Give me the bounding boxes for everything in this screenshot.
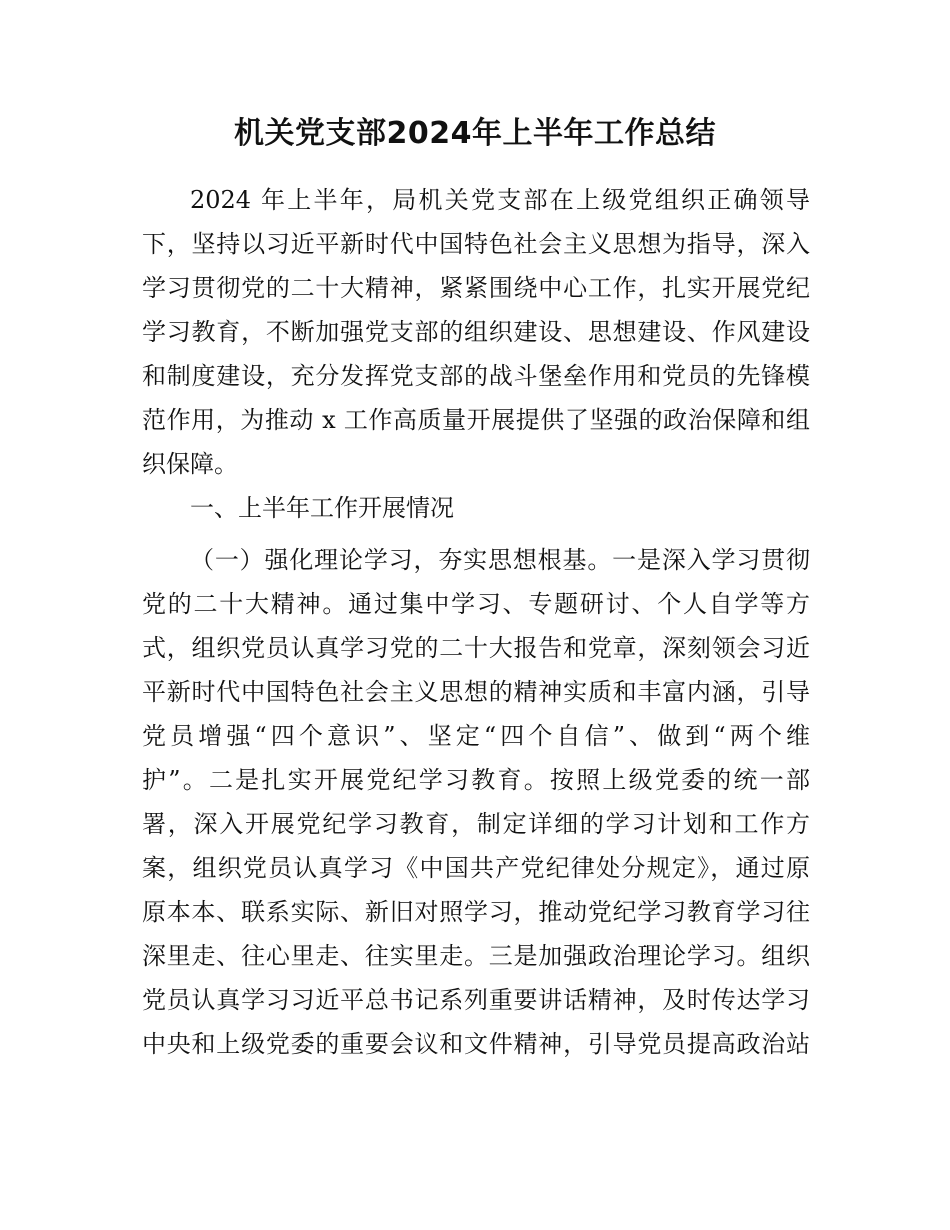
paragraph-line: 平新时代中国特色社会主义思想的精神实质和丰富内涵，引导	[142, 678, 810, 706]
document-title: 机关党支部2024年上半年工作总结	[234, 116, 716, 151]
paragraph-line: 党员增强“四个意识”、坚定“四个自信”、做到“两个维	[142, 722, 810, 750]
paragraph-line: 学习教育，不断加强党支部的组织建设、思想建设、作风建设	[142, 318, 810, 346]
paragraph-line: 党员认真学习习近平总书记系列重要讲话精神，及时传达学习	[142, 986, 810, 1014]
paragraph-line: （一）强化理论学习，夯实思想根基。一是深入学习贯彻	[190, 546, 810, 574]
paragraph-line: 式，组织党员认真学习党的二十大报告和党章，深刻领会习近	[142, 634, 810, 662]
paragraph-line: 2024 年上半年，局机关党支部在上级党组织正确领导	[190, 186, 810, 214]
paragraph-line: 下，坚持以习近平新时代中国特色社会主义思想为指导，深入	[142, 230, 810, 258]
paragraph-line: 原本本、联系实际、新旧对照学习，推动党纪学习教育学习往	[142, 898, 810, 926]
paragraph-line: 党的二十大精神。通过集中学习、专题研讨、个人自学等方	[142, 590, 810, 618]
paragraph-line: 护”。二是扎实开展党纪学习教育。按照上级党委的统一部	[142, 766, 810, 794]
paragraph-line: 范作用，为推动 x 工作高质量开展提供了坚强的政治保障和组	[142, 406, 810, 434]
paragraph-line: 案，组织党员认真学习《中国共产党纪律处分规定》，通过原	[142, 854, 810, 882]
paragraph-line: 织保障。	[142, 450, 238, 478]
section-heading: 一、上半年工作开展情况	[190, 494, 454, 522]
paragraph-line: 学习贯彻党的二十大精神，紧紧围绕中心工作，扎实开展党纪	[142, 274, 810, 302]
paragraph-line: 署，深入开展党纪学习教育，制定详细的学习计划和工作方	[142, 810, 810, 838]
paragraph-line: 和制度建设，充分发挥党支部的战斗堡垒作用和党员的先锋模	[142, 362, 810, 390]
paragraph-line: 深里走、往心里走、往实里走。三是加强政治理论学习。组织	[142, 942, 810, 970]
paragraph-line: 中央和上级党委的重要会议和文件精神，引导党员提高政治站	[142, 1030, 810, 1058]
